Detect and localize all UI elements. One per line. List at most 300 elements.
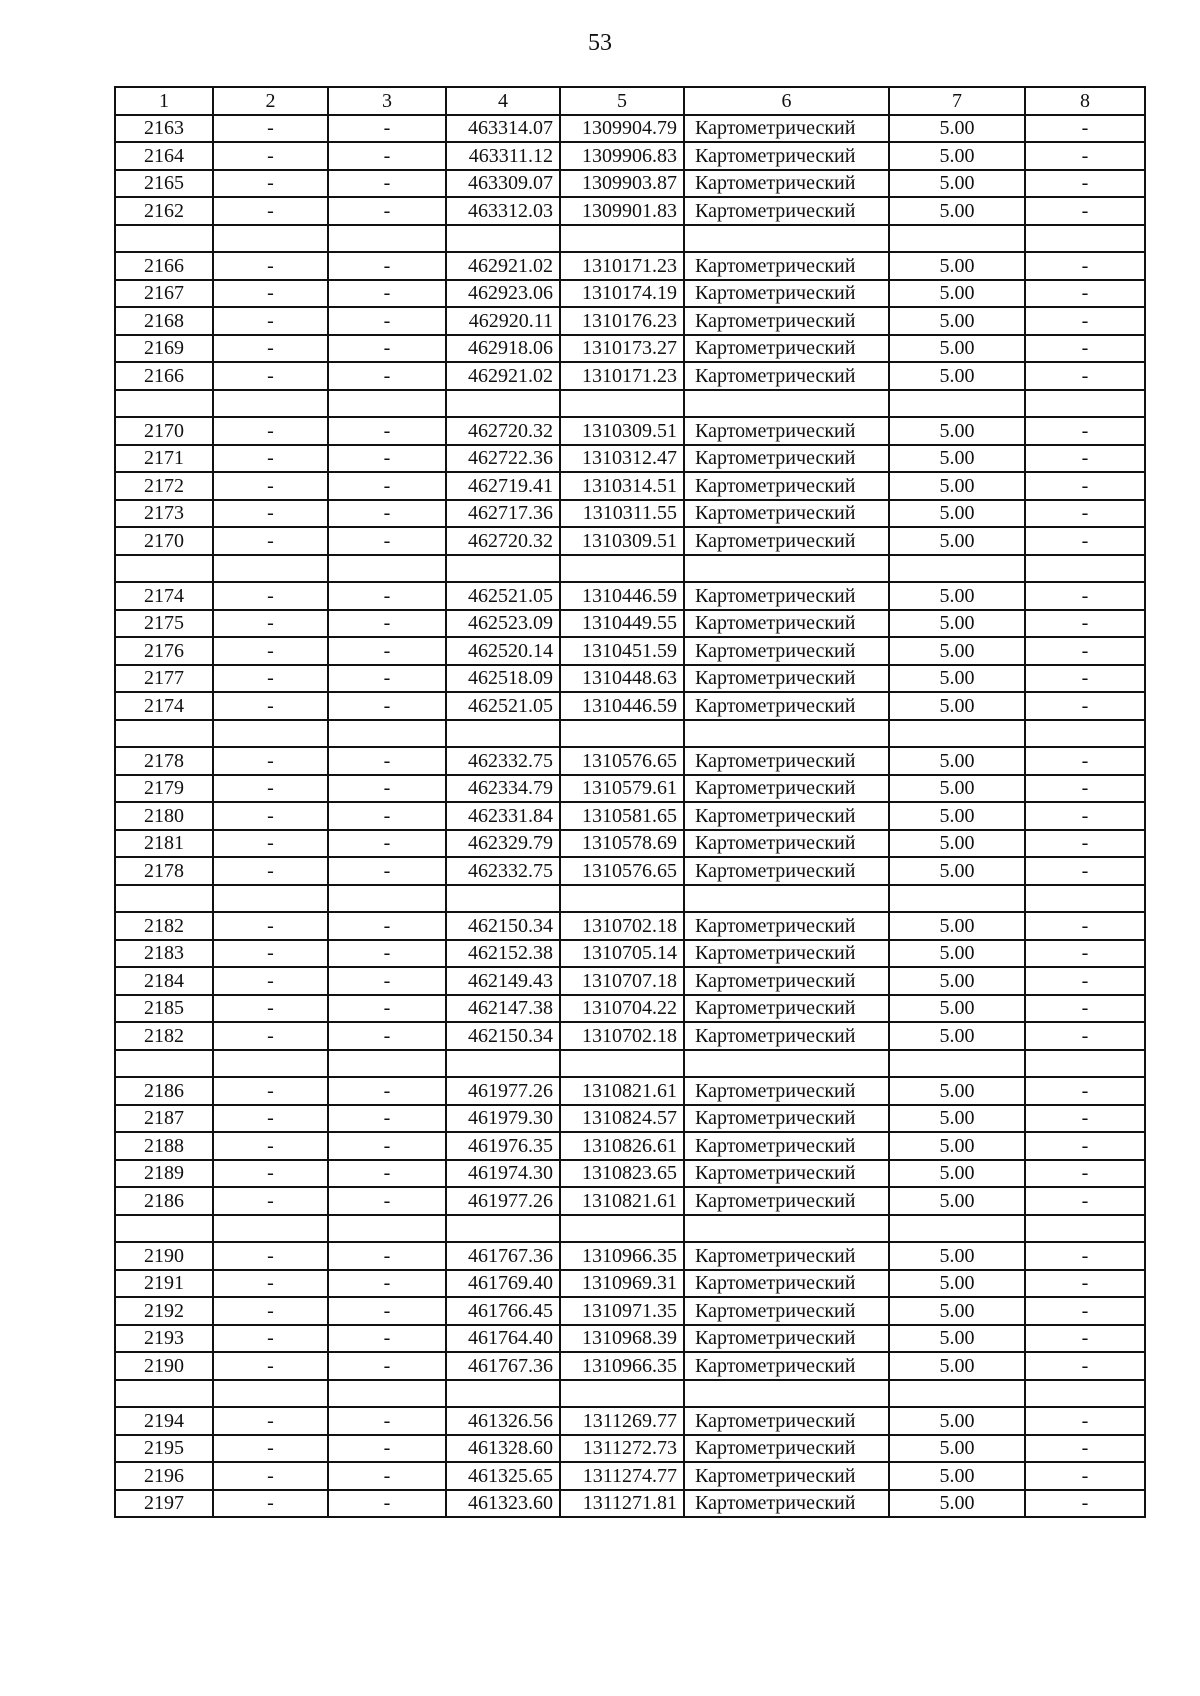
table-cell bbox=[889, 1380, 1025, 1408]
table-cell: Картометрический bbox=[684, 362, 889, 390]
table-cell: - bbox=[328, 527, 446, 555]
table-cell: 5.00 bbox=[889, 802, 1025, 830]
table-cell: 5.00 bbox=[889, 252, 1025, 280]
table-cell: 5.00 bbox=[889, 1132, 1025, 1160]
table-cell: 5.00 bbox=[889, 335, 1025, 363]
table-cell: - bbox=[213, 197, 328, 225]
table-cell: - bbox=[1025, 1462, 1145, 1490]
table-cell bbox=[115, 885, 213, 913]
table-cell: - bbox=[1025, 1297, 1145, 1325]
table-cell: 1310968.39 bbox=[560, 1325, 684, 1353]
table-cell: 461326.56 bbox=[446, 1407, 560, 1435]
table-row bbox=[115, 252, 1145, 280]
table-cell: 5.00 bbox=[889, 1187, 1025, 1215]
table-cell: 462518.09 bbox=[446, 665, 560, 693]
table-cell: - bbox=[328, 1105, 446, 1133]
table-cell: 461979.30 bbox=[446, 1105, 560, 1133]
table-cell: 5.00 bbox=[889, 1352, 1025, 1380]
table-cell: 1310707.18 bbox=[560, 967, 684, 995]
column-header: 4 bbox=[446, 87, 560, 115]
table-cell: - bbox=[213, 1160, 328, 1188]
table-cell: 1310971.35 bbox=[560, 1297, 684, 1325]
table-cell: - bbox=[1025, 142, 1145, 170]
table-cell: - bbox=[213, 1325, 328, 1353]
table-cell: - bbox=[213, 940, 328, 968]
table-cell: - bbox=[1025, 940, 1145, 968]
table-cell: 2163 bbox=[115, 115, 213, 143]
table-cell: - bbox=[328, 1435, 446, 1463]
table-cell: 461325.65 bbox=[446, 1462, 560, 1490]
table-cell: 1310309.51 bbox=[560, 527, 684, 555]
table-cell bbox=[684, 390, 889, 418]
column-header: 8 bbox=[1025, 87, 1145, 115]
table-cell: 2195 bbox=[115, 1435, 213, 1463]
table-cell: 5.00 bbox=[889, 967, 1025, 995]
table-cell: 1310309.51 bbox=[560, 417, 684, 445]
table-cell: 461977.26 bbox=[446, 1187, 560, 1215]
table-cell: 462147.38 bbox=[446, 995, 560, 1023]
table-cell: 462521.05 bbox=[446, 692, 560, 720]
table-row bbox=[115, 445, 1145, 473]
table-cell: - bbox=[328, 170, 446, 198]
table-cell: - bbox=[213, 1297, 328, 1325]
table-cell: 2187 bbox=[115, 1105, 213, 1133]
table-cell: - bbox=[1025, 582, 1145, 610]
table-cell bbox=[560, 720, 684, 748]
table-cell bbox=[889, 390, 1025, 418]
table-cell: 462520.14 bbox=[446, 637, 560, 665]
table-cell bbox=[446, 1380, 560, 1408]
table-cell bbox=[446, 390, 560, 418]
table-cell: 1311271.81 bbox=[560, 1490, 684, 1518]
table-cell: 2183 bbox=[115, 940, 213, 968]
table-cell: 1310705.14 bbox=[560, 940, 684, 968]
table-cell: - bbox=[328, 775, 446, 803]
table-row bbox=[115, 582, 1145, 610]
table-cell: Картометрический bbox=[684, 1435, 889, 1463]
table-cell: 5.00 bbox=[889, 1077, 1025, 1105]
table-cell: 5.00 bbox=[889, 1325, 1025, 1353]
table-cell: 1310704.22 bbox=[560, 995, 684, 1023]
table-cell: Картометрический bbox=[684, 1352, 889, 1380]
table-cell: 5.00 bbox=[889, 775, 1025, 803]
table-cell: 462920.11 bbox=[446, 307, 560, 335]
table-cell: - bbox=[328, 1022, 446, 1050]
column-header: 2 bbox=[213, 87, 328, 115]
table-cell: - bbox=[213, 692, 328, 720]
table-cell: - bbox=[213, 1022, 328, 1050]
table-cell: - bbox=[328, 1242, 446, 1270]
table-cell bbox=[684, 225, 889, 253]
table-cell: 1310174.19 bbox=[560, 280, 684, 308]
table-cell: - bbox=[328, 1132, 446, 1160]
table-row bbox=[115, 1352, 1145, 1380]
table-cell bbox=[560, 885, 684, 913]
table-cell: 5.00 bbox=[889, 1160, 1025, 1188]
table-cell: 463314.07 bbox=[446, 115, 560, 143]
table-cell: - bbox=[1025, 1077, 1145, 1105]
table-row bbox=[115, 610, 1145, 638]
table-cell: - bbox=[213, 1270, 328, 1298]
table-cell: - bbox=[328, 802, 446, 830]
table-cell: - bbox=[213, 747, 328, 775]
table-row bbox=[115, 197, 1145, 225]
table-cell bbox=[684, 1215, 889, 1243]
table-cell: - bbox=[213, 280, 328, 308]
table-row bbox=[115, 1297, 1145, 1325]
table-cell: - bbox=[328, 1297, 446, 1325]
table-cell: - bbox=[1025, 1325, 1145, 1353]
table-cell: - bbox=[328, 1187, 446, 1215]
table-cell: - bbox=[213, 1187, 328, 1215]
table-cell bbox=[115, 1215, 213, 1243]
table-cell: - bbox=[328, 582, 446, 610]
table-cell: 462921.02 bbox=[446, 362, 560, 390]
table-cell: 5.00 bbox=[889, 1407, 1025, 1435]
table-row bbox=[115, 417, 1145, 445]
table-cell: 1310581.65 bbox=[560, 802, 684, 830]
table-cell bbox=[560, 390, 684, 418]
table-row bbox=[115, 830, 1145, 858]
table-cell: - bbox=[1025, 830, 1145, 858]
table-cell bbox=[213, 1215, 328, 1243]
table-cell: 462720.32 bbox=[446, 417, 560, 445]
table-cell: 1311274.77 bbox=[560, 1462, 684, 1490]
table-row bbox=[115, 280, 1145, 308]
table-cell: - bbox=[1025, 1160, 1145, 1188]
table-cell: - bbox=[213, 142, 328, 170]
table-cell bbox=[328, 390, 446, 418]
table-cell bbox=[115, 225, 213, 253]
table-cell: 462329.79 bbox=[446, 830, 560, 858]
table-cell: - bbox=[328, 665, 446, 693]
table-cell: - bbox=[328, 417, 446, 445]
table-cell: Картометрический bbox=[684, 665, 889, 693]
table-cell bbox=[213, 720, 328, 748]
table-cell: 5.00 bbox=[889, 1105, 1025, 1133]
table-cell: 2166 bbox=[115, 252, 213, 280]
table-cell: 2180 bbox=[115, 802, 213, 830]
table-row bbox=[115, 747, 1145, 775]
table-cell: - bbox=[1025, 747, 1145, 775]
table-cell: 1309904.79 bbox=[560, 115, 684, 143]
table-cell: 5.00 bbox=[889, 747, 1025, 775]
table-cell bbox=[889, 1215, 1025, 1243]
table-cell: 2169 bbox=[115, 335, 213, 363]
separator-row bbox=[115, 1380, 1145, 1408]
table-cell: Картометрический bbox=[684, 1242, 889, 1270]
table-cell: 1310823.65 bbox=[560, 1160, 684, 1188]
table-cell bbox=[560, 225, 684, 253]
separator-row bbox=[115, 390, 1145, 418]
table-cell: 2186 bbox=[115, 1077, 213, 1105]
table-cell bbox=[213, 1050, 328, 1078]
table-cell bbox=[213, 225, 328, 253]
table-cell: 2162 bbox=[115, 197, 213, 225]
table-cell: Картометрический bbox=[684, 500, 889, 528]
table-cell: 462717.36 bbox=[446, 500, 560, 528]
table-cell: 2181 bbox=[115, 830, 213, 858]
table-row bbox=[115, 967, 1145, 995]
table-cell: 5.00 bbox=[889, 472, 1025, 500]
table-cell: Картометрический bbox=[684, 252, 889, 280]
table-cell bbox=[115, 390, 213, 418]
table-cell: - bbox=[1025, 1132, 1145, 1160]
table-cell: - bbox=[328, 610, 446, 638]
table-cell: - bbox=[213, 582, 328, 610]
table-cell: - bbox=[1025, 1435, 1145, 1463]
table-cell: - bbox=[1025, 445, 1145, 473]
table-cell: 461769.40 bbox=[446, 1270, 560, 1298]
table-cell: 1310826.61 bbox=[560, 1132, 684, 1160]
table-cell bbox=[1025, 1215, 1145, 1243]
table-row bbox=[115, 362, 1145, 390]
table-row bbox=[115, 912, 1145, 940]
table-cell: - bbox=[213, 307, 328, 335]
table-cell: - bbox=[213, 472, 328, 500]
table-cell: 5.00 bbox=[889, 500, 1025, 528]
table-cell: - bbox=[328, 967, 446, 995]
table-cell: - bbox=[328, 1325, 446, 1353]
table-cell: 461767.36 bbox=[446, 1352, 560, 1380]
table-row bbox=[115, 1132, 1145, 1160]
separator-row bbox=[115, 555, 1145, 583]
table-cell: 462918.06 bbox=[446, 335, 560, 363]
table-cell: 5.00 bbox=[889, 142, 1025, 170]
table-cell: - bbox=[213, 775, 328, 803]
table-cell: 5.00 bbox=[889, 1022, 1025, 1050]
table-cell: Картометрический bbox=[684, 170, 889, 198]
table-cell: Картометрический bbox=[684, 197, 889, 225]
table-cell bbox=[560, 1050, 684, 1078]
table-cell: 1309901.83 bbox=[560, 197, 684, 225]
table-cell: - bbox=[328, 335, 446, 363]
table-cell bbox=[1025, 885, 1145, 913]
table-cell: - bbox=[1025, 362, 1145, 390]
table-row bbox=[115, 307, 1145, 335]
table-cell: 5.00 bbox=[889, 582, 1025, 610]
table-cell: - bbox=[213, 170, 328, 198]
table-cell: - bbox=[1025, 912, 1145, 940]
table-body bbox=[115, 115, 1145, 1518]
table-header bbox=[115, 87, 1145, 115]
table-cell: Картометрический bbox=[684, 802, 889, 830]
table-cell: 1310446.59 bbox=[560, 582, 684, 610]
table-cell: - bbox=[1025, 665, 1145, 693]
table-cell: 461974.30 bbox=[446, 1160, 560, 1188]
column-header: 3 bbox=[328, 87, 446, 115]
table-cell: - bbox=[1025, 1352, 1145, 1380]
column-header: 1 bbox=[115, 87, 213, 115]
table-cell: - bbox=[1025, 1270, 1145, 1298]
table-cell: 1310176.23 bbox=[560, 307, 684, 335]
table-cell: 2196 bbox=[115, 1462, 213, 1490]
table-cell bbox=[1025, 225, 1145, 253]
table-row bbox=[115, 1187, 1145, 1215]
table-row bbox=[115, 940, 1145, 968]
table-cell: 2194 bbox=[115, 1407, 213, 1435]
table-cell: - bbox=[328, 1490, 446, 1518]
table-cell bbox=[560, 1380, 684, 1408]
table-cell: - bbox=[213, 610, 328, 638]
table-cell: 5.00 bbox=[889, 527, 1025, 555]
table-row bbox=[115, 692, 1145, 720]
table-row bbox=[115, 527, 1145, 555]
table-cell: - bbox=[1025, 252, 1145, 280]
table-cell: Картометрический bbox=[684, 940, 889, 968]
table-cell: 461328.60 bbox=[446, 1435, 560, 1463]
table-cell bbox=[560, 555, 684, 583]
table-cell bbox=[213, 1380, 328, 1408]
table-cell: - bbox=[213, 912, 328, 940]
table-row bbox=[115, 1325, 1145, 1353]
table-row bbox=[115, 995, 1145, 1023]
table-cell: 5.00 bbox=[889, 857, 1025, 885]
coordinates-table bbox=[114, 86, 1146, 1518]
table-cell: 1310824.57 bbox=[560, 1105, 684, 1133]
table-row bbox=[115, 1270, 1145, 1298]
table-cell: 461766.45 bbox=[446, 1297, 560, 1325]
table-cell: 2176 bbox=[115, 637, 213, 665]
table-cell: 1310702.18 bbox=[560, 912, 684, 940]
table-cell: - bbox=[328, 747, 446, 775]
table-cell bbox=[1025, 1050, 1145, 1078]
table-cell: - bbox=[1025, 692, 1145, 720]
table-cell bbox=[1025, 1380, 1145, 1408]
table-cell: - bbox=[213, 637, 328, 665]
table-cell: 1310969.31 bbox=[560, 1270, 684, 1298]
table-cell: 462150.34 bbox=[446, 1022, 560, 1050]
table-cell: 462523.09 bbox=[446, 610, 560, 638]
table-cell: - bbox=[328, 1270, 446, 1298]
table-cell: 1310579.61 bbox=[560, 775, 684, 803]
table-cell: - bbox=[328, 1160, 446, 1188]
table-cell: - bbox=[213, 335, 328, 363]
table-cell: 2175 bbox=[115, 610, 213, 638]
table-cell: 2189 bbox=[115, 1160, 213, 1188]
table-cell: 5.00 bbox=[889, 830, 1025, 858]
table-cell bbox=[115, 1380, 213, 1408]
table-cell bbox=[889, 1050, 1025, 1078]
table-cell: - bbox=[1025, 170, 1145, 198]
table-cell: - bbox=[328, 940, 446, 968]
table-cell: 5.00 bbox=[889, 1242, 1025, 1270]
table-cell: 5.00 bbox=[889, 692, 1025, 720]
table-cell: 461977.26 bbox=[446, 1077, 560, 1105]
table-cell: Картометрический bbox=[684, 1325, 889, 1353]
table-cell bbox=[115, 1050, 213, 1078]
table-cell: - bbox=[328, 197, 446, 225]
table-cell: 1310576.65 bbox=[560, 857, 684, 885]
table-cell: - bbox=[213, 1132, 328, 1160]
table-cell: 5.00 bbox=[889, 912, 1025, 940]
table-cell: - bbox=[1025, 527, 1145, 555]
table-cell: - bbox=[1025, 1022, 1145, 1050]
column-header: 5 bbox=[560, 87, 684, 115]
table-cell: 2190 bbox=[115, 1352, 213, 1380]
table-cell: Картометрический bbox=[684, 912, 889, 940]
table-cell: 1310446.59 bbox=[560, 692, 684, 720]
table-cell: 2172 bbox=[115, 472, 213, 500]
table-cell: - bbox=[1025, 775, 1145, 803]
table-cell bbox=[1025, 555, 1145, 583]
table-cell: - bbox=[1025, 335, 1145, 363]
table-cell: - bbox=[328, 115, 446, 143]
table-cell: - bbox=[328, 472, 446, 500]
table-cell: 1310821.61 bbox=[560, 1077, 684, 1105]
table-cell: - bbox=[328, 692, 446, 720]
table-cell: - bbox=[1025, 995, 1145, 1023]
table-cell bbox=[328, 720, 446, 748]
table-cell: 2185 bbox=[115, 995, 213, 1023]
table-cell: Картометрический bbox=[684, 582, 889, 610]
table-cell: 1310314.51 bbox=[560, 472, 684, 500]
table-cell: - bbox=[1025, 197, 1145, 225]
table-cell: - bbox=[1025, 417, 1145, 445]
table-row bbox=[115, 142, 1145, 170]
table-cell: 1309906.83 bbox=[560, 142, 684, 170]
table-cell: - bbox=[1025, 115, 1145, 143]
table-cell: 462720.32 bbox=[446, 527, 560, 555]
separator-row bbox=[115, 885, 1145, 913]
table-cell: - bbox=[328, 995, 446, 1023]
table-cell bbox=[328, 885, 446, 913]
table-cell: 1310966.35 bbox=[560, 1352, 684, 1380]
table-cell: - bbox=[213, 115, 328, 143]
header-row bbox=[115, 87, 1145, 115]
table-cell: Картометрический bbox=[684, 1022, 889, 1050]
table-cell: 5.00 bbox=[889, 197, 1025, 225]
table-cell: Картометрический bbox=[684, 1462, 889, 1490]
table-cell: 461767.36 bbox=[446, 1242, 560, 1270]
table-cell: 461764.40 bbox=[446, 1325, 560, 1353]
table-cell: 2178 bbox=[115, 747, 213, 775]
table-cell: 2184 bbox=[115, 967, 213, 995]
table-cell: - bbox=[328, 307, 446, 335]
table-cell: 462719.41 bbox=[446, 472, 560, 500]
table-cell: 1310173.27 bbox=[560, 335, 684, 363]
separator-row bbox=[115, 1050, 1145, 1078]
table-cell: Картометрический bbox=[684, 1105, 889, 1133]
table-cell bbox=[446, 1050, 560, 1078]
table-cell: - bbox=[328, 1407, 446, 1435]
table-cell: - bbox=[1025, 1105, 1145, 1133]
table-cell bbox=[684, 720, 889, 748]
table-cell: - bbox=[1025, 637, 1145, 665]
table-cell: - bbox=[213, 1352, 328, 1380]
table-cell: - bbox=[328, 1352, 446, 1380]
table-cell: 1311272.73 bbox=[560, 1435, 684, 1463]
separator-row bbox=[115, 225, 1145, 253]
table-cell: - bbox=[213, 995, 328, 1023]
table-row bbox=[115, 1490, 1145, 1518]
table-cell bbox=[446, 555, 560, 583]
table-cell: - bbox=[328, 830, 446, 858]
table-cell: Картометрический bbox=[684, 610, 889, 638]
table-cell: 1310578.69 bbox=[560, 830, 684, 858]
table-cell bbox=[889, 555, 1025, 583]
table-cell: 2164 bbox=[115, 142, 213, 170]
table-cell: 462923.06 bbox=[446, 280, 560, 308]
table-cell: Картометрический bbox=[684, 857, 889, 885]
table-row bbox=[115, 1242, 1145, 1270]
table-cell: Картометрический bbox=[684, 445, 889, 473]
column-header: 7 bbox=[889, 87, 1025, 115]
table-row bbox=[115, 1022, 1145, 1050]
table-cell: 2188 bbox=[115, 1132, 213, 1160]
table-cell: 462334.79 bbox=[446, 775, 560, 803]
table-cell: - bbox=[328, 142, 446, 170]
